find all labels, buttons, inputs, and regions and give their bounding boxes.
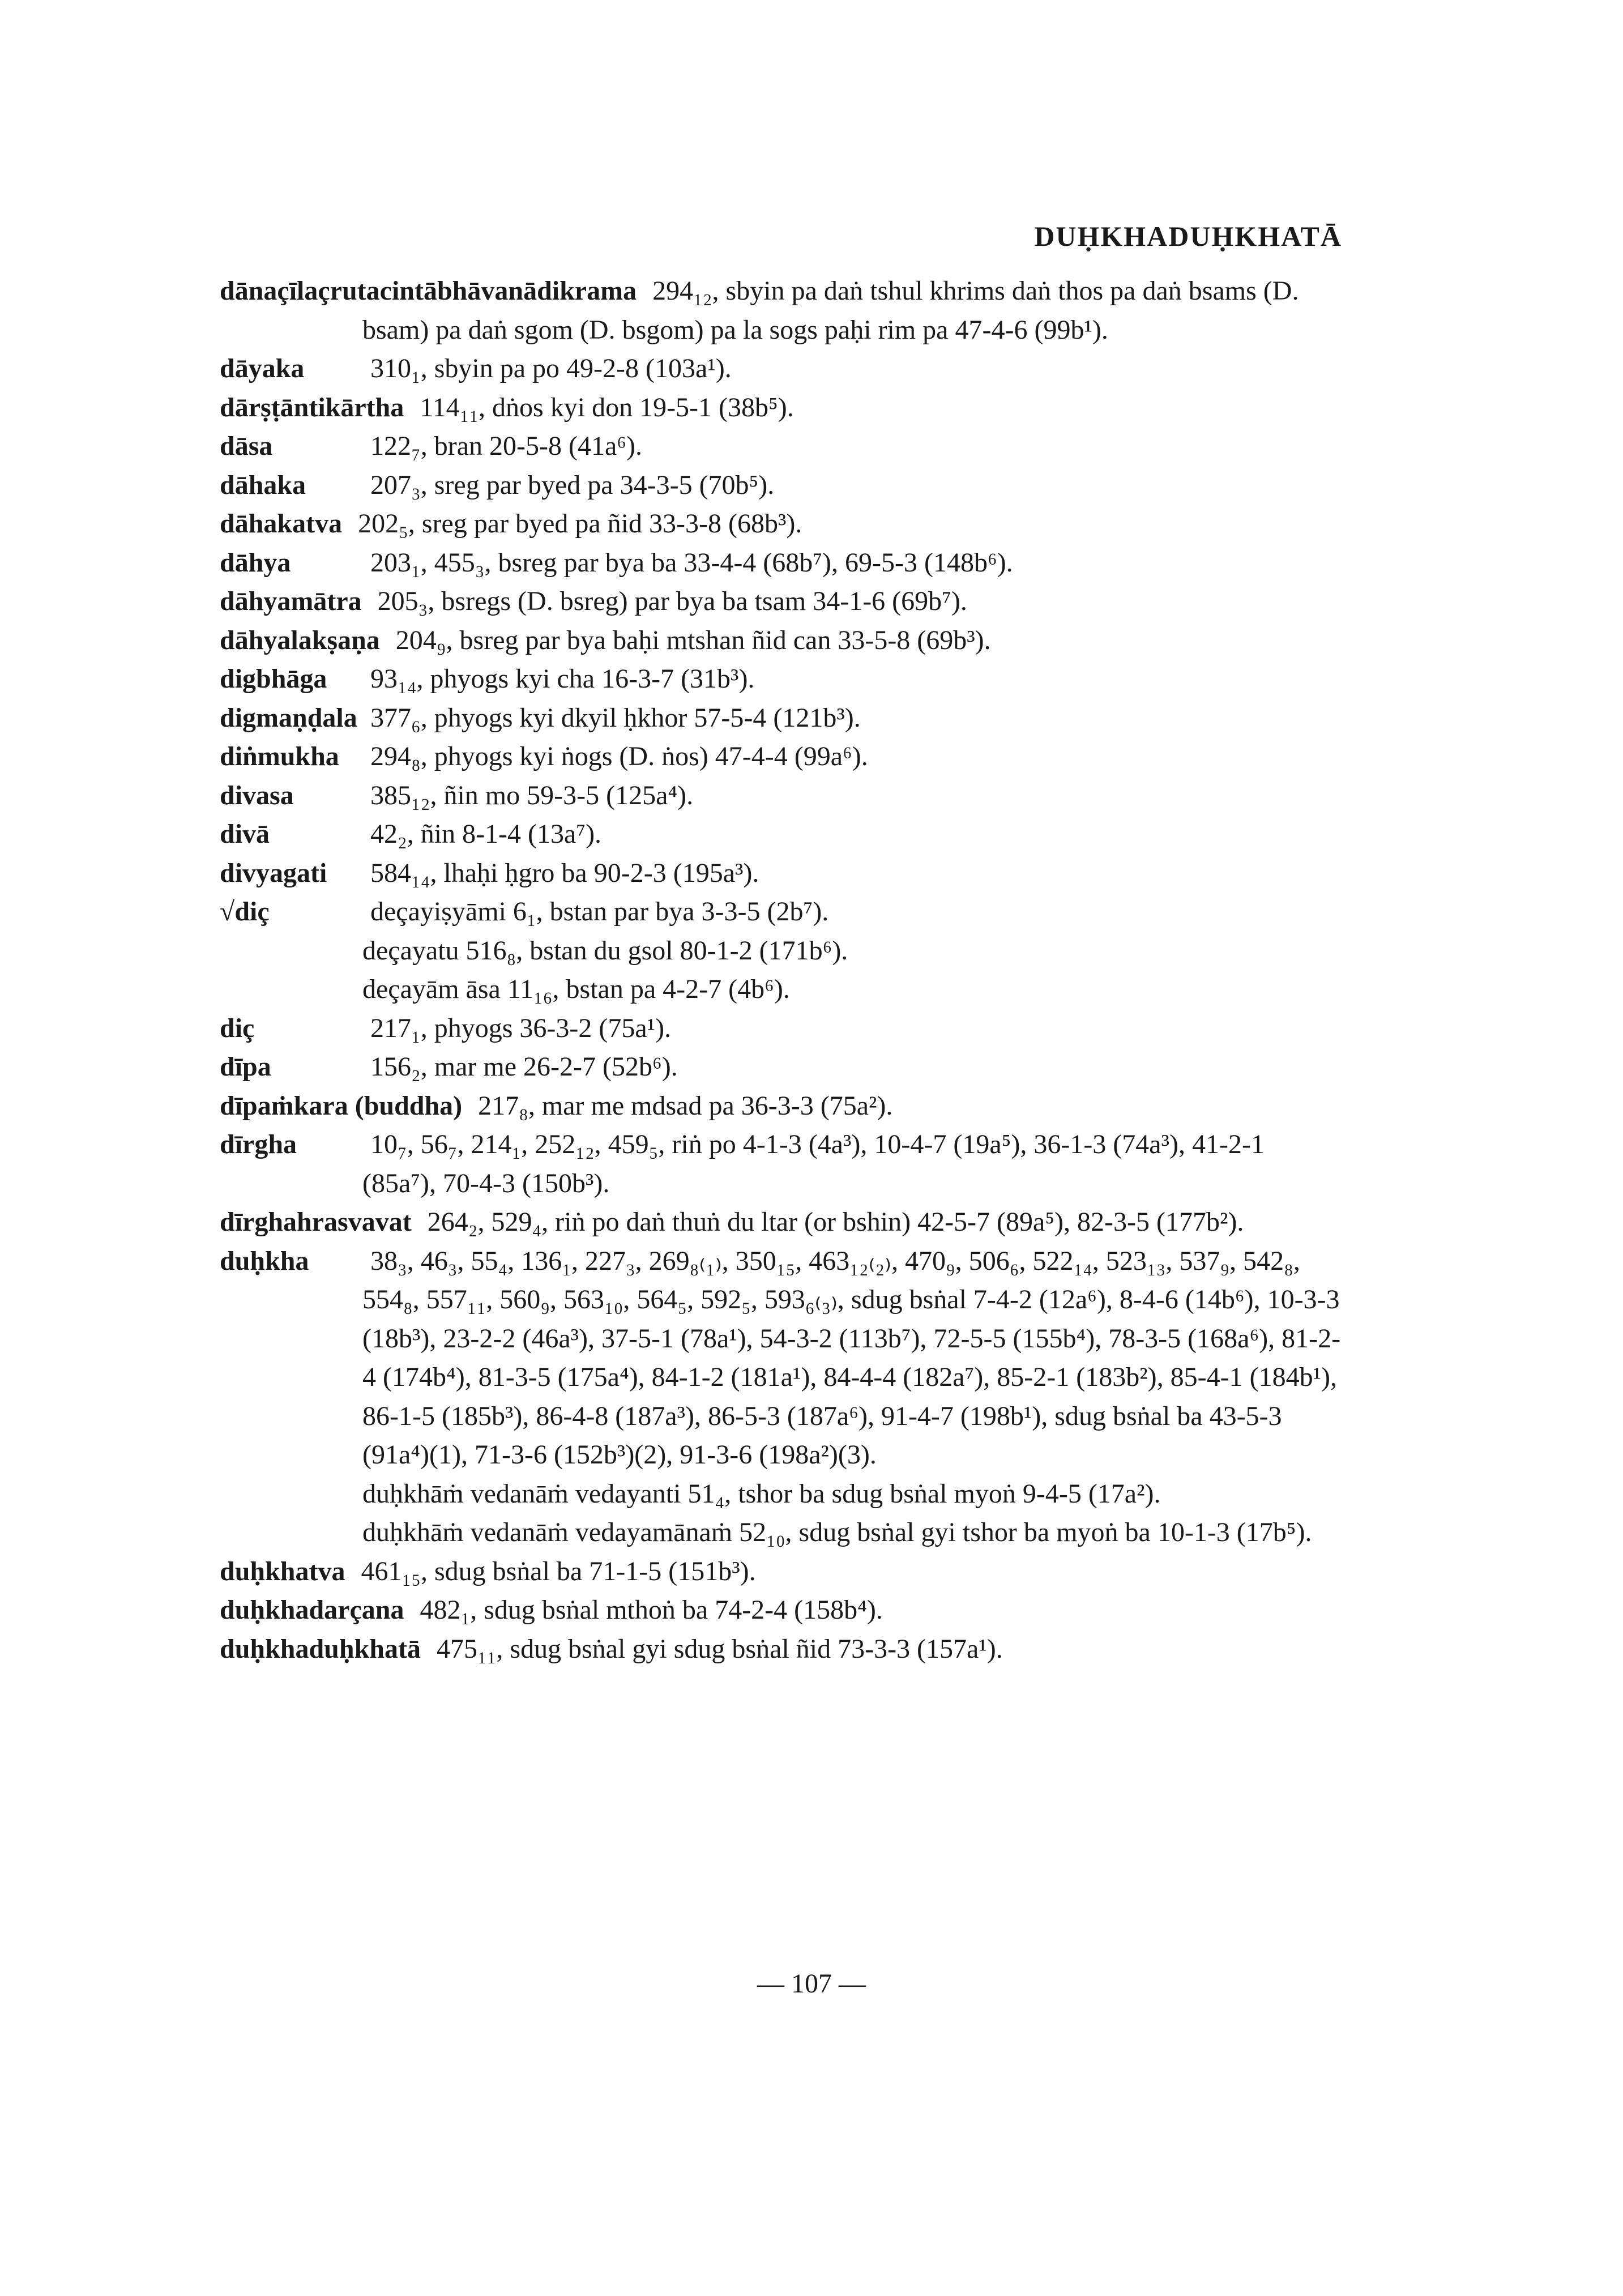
headword: dāhya <box>220 547 291 578</box>
entry-dirgha <box>220 1125 1341 1203</box>
headword: duḥkhaduḥkhatā <box>220 1633 421 1664</box>
entry-dahakatva <box>220 505 1341 544</box>
headword: dāhaka <box>220 470 306 500</box>
entry-body: 204₉, bsreg par bya baḥi mtshan ñid can 33-5-8 (69b³). <box>395 625 991 655</box>
headword: digmaṇḍala <box>220 702 357 733</box>
entry-body: 264₂, 529₄, riṅ po daṅ thuṅ du ltar (or bshin) 42-5-7 (89a⁵), 82-3-5 (177b²). <box>427 1207 1244 1237</box>
entry-body: 294₁₂, sbyin pa daṅ tshul khrims daṅ thos pa daṅ bsams (D. bsam) pa daṅ sgom (D. bsgom) pa la sogs paḥi rim pa 47-4-6 (99b¹). <box>362 276 1299 345</box>
headword: dāyaka <box>220 353 305 383</box>
sub-entry-duhkham-vedayanti: duḥkhāṁ vedanāṁ vedayanti 51₄, tshor ba sdug bsṅal myoṅ 9-4-5 (17a²). <box>362 1478 1161 1509</box>
entry-body: 38₃, 46₃, 55₄, 136₁, 227₃, 269₈₍₁₎, 350₁₅, 463₁₂₍₂₎, 470₉, 506₆, 522₁₄, 523₁₃, 537₉, 542₈, 554₈, 557₁₁, 560₉, 563₁₀, 564₅, 592₅, 593₆₍₃₎, sdug bsṅal 7-4-2 (12a⁶), 8-4-6 (14b⁶), 10-3-3 (18b³), 23-2-2 (46a³), 37-5-1 (78a¹), 54-3-2 (113b⁷), 72-5-5 (155b⁴), 78-3-5 (168a⁶), 81-2-4 (174b⁴), 81-3-5 (175a⁴), 84-1-2 (181a¹), 84-4-4 (182a⁷), 85-2-1 (183b²), 85-4-1 (184b¹), 86-1-5 (185b³), 86-4-8 (187a³), 86-5-3 (187a⁶), 91-4-7 (198b¹), sdug bsṅal ba 43-5-3 (91a⁴)(1), 71-3-6 (152b³)(2), 91-3-6 (198a²)(3). <box>362 1245 1341 1470</box>
sub-entry-decayam-asa: deçayām āsa 11₁₆, bstan pa 4-2-7 (4b⁶). <box>362 974 790 1004</box>
entry-body: 584₁₄, lhaḥi ḥgro ba 90-2-3 (195a³). <box>370 857 759 888</box>
entry-dirghahrasvavat <box>220 1203 1341 1242</box>
entry-body: 461₁₅, sdug bsṅal ba 71-1-5 (151b³). <box>361 1556 756 1586</box>
entry-dipa <box>220 1048 1341 1087</box>
entry-body: 217₁, phyogs 36-3-2 (75a¹). <box>370 1013 672 1043</box>
entry-body: 122₇, bran 20-5-8 (41a⁶). <box>370 431 642 461</box>
entry-body: 482₁, sdug bsṅal mthoṅ ba 74-2-4 (158b⁴). <box>420 1595 883 1625</box>
entry-danacilacruta <box>220 272 1341 349</box>
entry-root-dic <box>220 893 1341 932</box>
entry-body: 217₈, mar me mdsad pa 36-3-3 (75a²). <box>478 1090 893 1121</box>
headword: dāsa <box>220 431 273 461</box>
headword: divā <box>220 819 270 849</box>
entry-darstantikartha <box>220 389 1341 428</box>
entry-body: 205₃, bsregs (D. bsreg) par bya ba tsam 34-1-6 (69b⁷). <box>377 586 967 616</box>
headword: diç <box>220 1013 255 1043</box>
entry-dinmukha <box>220 737 1341 776</box>
entry-diva <box>220 815 1341 854</box>
entry-body: 156₂, mar me 26-2-7 (52b⁶). <box>370 1052 678 1082</box>
sub-entry-duhkham-vedayamanam: duḥkhāṁ vedanāṁ vedayamānaṁ 52₁₀, sdug bsṅal gyi tshor ba myoṅ ba 10-1-3 (17b⁵). <box>362 1517 1312 1547</box>
headword: dīpaṁkara (buddha) <box>220 1090 463 1121</box>
headword: dāhyalakṣaṇa <box>220 625 380 655</box>
entry-digbhaga <box>220 660 1341 699</box>
entry-body: 310₁, sbyin pa po 49-2-8 (103a¹). <box>370 353 732 383</box>
entry-dayaka <box>220 349 1341 389</box>
headword: dāhyamātra <box>220 586 362 616</box>
entry-dasa <box>220 427 1341 466</box>
headword: dīpa <box>220 1052 271 1082</box>
entry-body: 42₂, ñin 8-1-4 (13a⁷). <box>370 819 602 849</box>
entry-list <box>220 272 1341 1668</box>
entry-dahyamatra <box>220 582 1341 621</box>
entry-duhkhadarcana <box>220 1591 1341 1630</box>
entry-body: 207₃, sreg par byed pa 34-3-5 (70b⁵). <box>370 470 775 500</box>
entry-body: 385₁₂, ñin mo 59-3-5 (125a⁴). <box>370 780 694 810</box>
entry-dipamkara <box>220 1087 1341 1126</box>
entry-dic <box>220 1009 1341 1048</box>
headword: duḥkhatva <box>220 1556 345 1586</box>
entry-body: 114₁₁, dṅos kyi don 19-5-1 (38b⁵). <box>420 392 794 423</box>
running-head: DUḤKHADUḤKHATĀ <box>1034 220 1342 252</box>
headword: √diç <box>220 897 270 927</box>
entry-body: 203₁, 455₃, bsreg par bya ba 33-4-4 (68b⁷), 69-5-3 (148b⁶). <box>370 547 1013 578</box>
headword: dīrghahrasvavat <box>220 1207 412 1237</box>
entry-dahaka <box>220 466 1341 505</box>
headword: dāhakatva <box>220 509 343 539</box>
headword: divasa <box>220 780 294 810</box>
headword: dīrgha <box>220 1129 297 1159</box>
sub-entry-decayatu: deçayatu 516₈, bstan du gsol 80-1-2 (171b⁶). <box>362 935 848 966</box>
headword: divyagati <box>220 857 327 888</box>
entry-body: 294₈, phyogs kyi ṅogs (D. ṅos) 47-4-4 (99a⁶). <box>370 741 868 771</box>
entry-duhkhaduhkhata <box>220 1630 1341 1669</box>
entry-duhkhatva <box>220 1552 1341 1591</box>
entry-dahya <box>220 544 1341 583</box>
page-number: — 107 — <box>757 1969 866 1999</box>
headword: digbhāga <box>220 664 327 694</box>
headword: duḥkha <box>220 1245 309 1276</box>
entry-body: deçayiṣyāmi 6₁, bstan par bya 3-3-5 (2b⁷). <box>370 897 829 927</box>
entry-body: 202₅, sreg par byed pa ñid 33-3-8 (68b³). <box>358 509 802 539</box>
entry-digmandala <box>220 699 1341 738</box>
entry-duhkha <box>220 1242 1341 1475</box>
headword: diṅmukha <box>220 741 339 771</box>
entry-body: 93₁₄, phyogs kyi cha 16-3-7 (31b³). <box>370 664 755 694</box>
entry-body: 475₁₁, sdug bsṅal gyi sdug bsṅal ñid 73-3-3 (157a¹). <box>436 1633 1003 1664</box>
entry-divyagati <box>220 854 1341 893</box>
headword: dārṣṭāntikārtha <box>220 392 404 423</box>
entry-dahyalaksana <box>220 621 1341 660</box>
headword: duḥkhadarçana <box>220 1595 404 1625</box>
entry-body: 10₇, 56₇, 214₁, 252₁₂, 459₅, riṅ po 4-1-3 (4a³), 10-4-7 (19a⁵), 36-1-3 (74a³), 41-2-1 (85a⁷), 70-4-3 (150b³). <box>362 1129 1265 1198</box>
headword: dānaçīlaçrutacintābhāvanādikrama <box>220 276 637 306</box>
entry-body: 377₆, phyogs kyi dkyil ḥkhor 57-5-4 (121b³). <box>370 702 861 733</box>
entry-divasa <box>220 776 1341 816</box>
